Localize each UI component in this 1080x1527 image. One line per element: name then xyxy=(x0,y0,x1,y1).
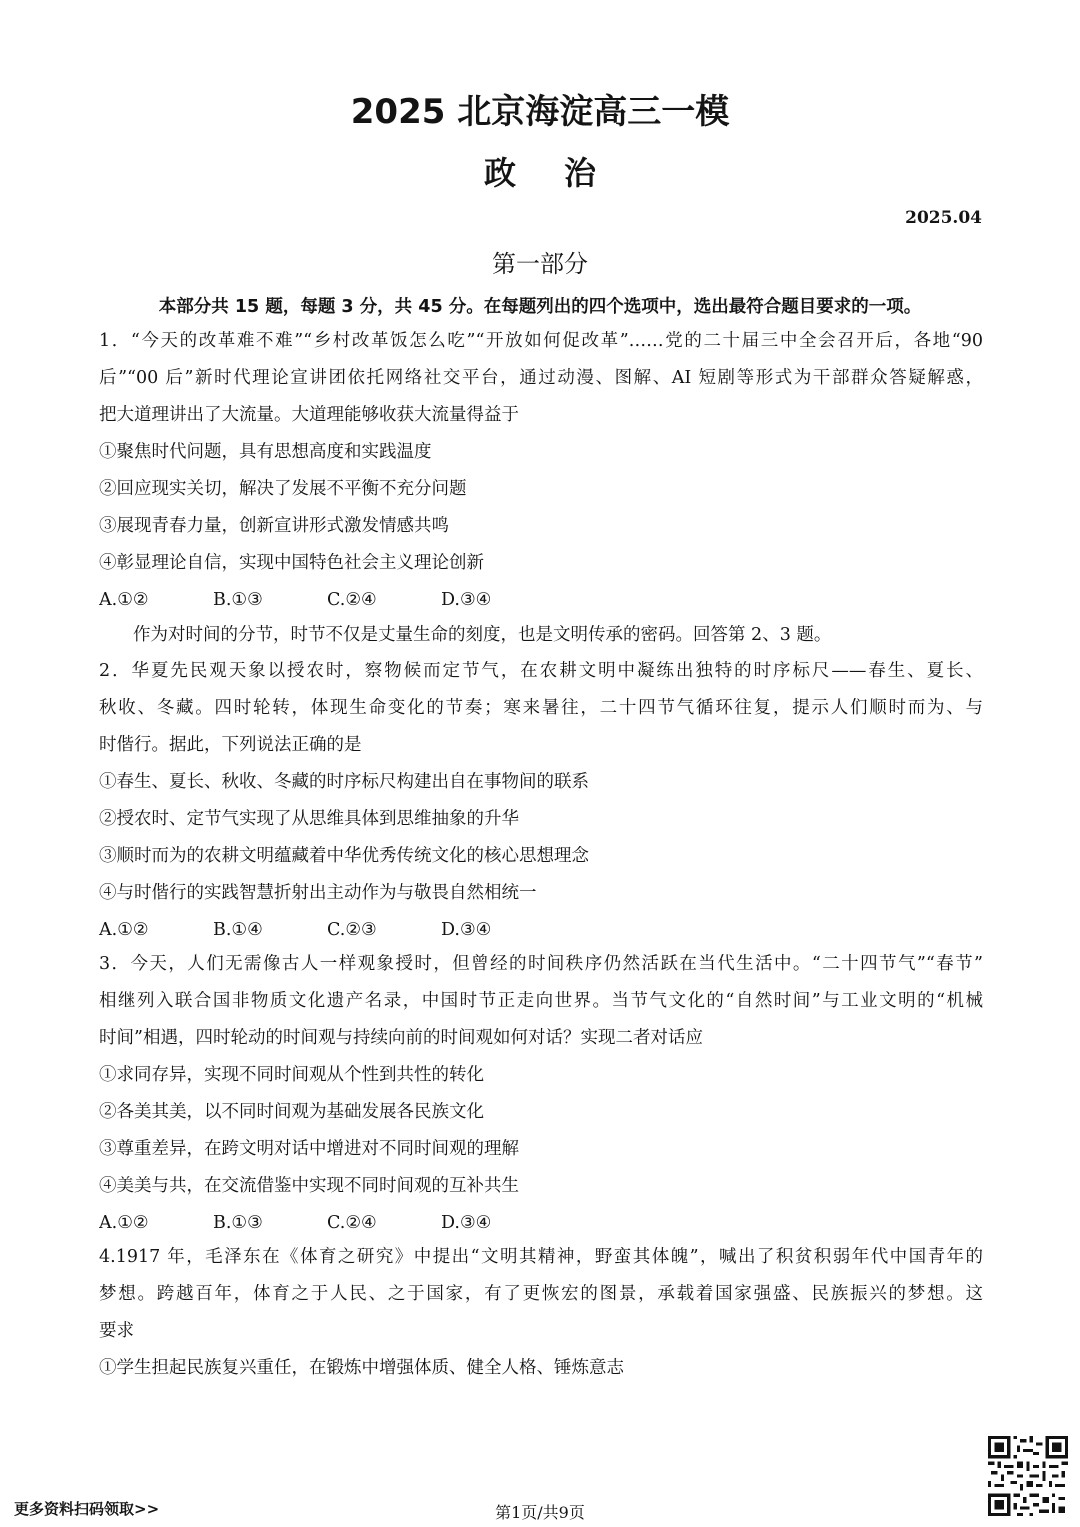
q3-options xyxy=(99,1208,983,1238)
q1-item: ④彰显理论自信，实现中国特色社会主义理论创新 xyxy=(99,553,484,573)
instructions: 本部分共 15 题，每题 3 分，共 45 分。在每题列出的四个选项中，选出最符合题目要求的一项。 xyxy=(158,297,922,317)
q1-item: ③展现青春力量，创新宣讲形式激发情感共鸣 xyxy=(99,516,449,536)
q4-stem-line: 4.1917 年，毛泽东在《体育之研究》中提出“文明其精神，野蛮其体魄”，喊出了积贫积弱年代中国青年的 xyxy=(99,1247,983,1267)
q3-item: ①求同存异，实现不同时间观从个性到共性的转化 xyxy=(99,1065,484,1085)
q2-q3-intro: 作为对时间的分节，时节不仅是丈量生命的刻度，也是文明传承的密码。回答第 2、3 题。 xyxy=(133,625,832,645)
more-resources-link[interactable]: 更多资料扫码领取>> xyxy=(14,1500,160,1518)
q1-option-c: C.②④ xyxy=(327,590,377,610)
q2-stem-line: 时偕行。据此，下列说法正确的是 xyxy=(99,735,362,755)
q4-stem-line: 要求 xyxy=(99,1321,134,1341)
page-number: 第1页/共9页 xyxy=(495,1503,585,1522)
q1-item: ②回应现实关切，解决了发展不平衡不充分问题 xyxy=(99,479,467,499)
q2-stem-line: 2．华夏先民观天象以授农时，察物候而定节气，在农耕文明中凝练出独特的时序标尺——春生、夏长、 xyxy=(99,661,983,681)
q1-option-d: D.③④ xyxy=(441,590,492,610)
q4-stem-line: 梦想。跨越百年，体育之于人民、之于国家，有了更恢宏的图景，承载着国家强盛、民族振兴的梦想。这 xyxy=(99,1284,983,1304)
q1-item: ①聚焦时代问题，具有思想高度和实践温度 xyxy=(99,442,432,462)
subject-title: 政治 xyxy=(483,154,644,192)
q3-option-b: B.①③ xyxy=(213,1213,263,1233)
q3-item: ②各美其美，以不同时间观为基础发展各民族文化 xyxy=(99,1102,484,1122)
q4-item: ①学生担起民族复兴重任，在锻炼中增强体质、健全人格、锤炼意志 xyxy=(99,1358,624,1378)
q3-item: ③尊重差异，在跨文明对话中增进对不同时间观的理解 xyxy=(99,1139,519,1159)
q1-option-b: B.①③ xyxy=(213,590,263,610)
q1-stem-line: 1．“今天的改革难不难”“乡村改革饭怎么吃”“开放如何促改革”……党的二十届三中全会召开后，各地“90 xyxy=(99,331,983,351)
q2-option-a: A.①② xyxy=(99,920,149,940)
q2-option-b: B.①④ xyxy=(213,920,263,940)
q3-stem-line: 3．今天，人们无需像古人一样观象授时，但曾经的时间秩序仍然活跃在当代生活中。“二十四节气”“春节” xyxy=(99,954,983,974)
q1-option-a: A.①② xyxy=(99,590,149,610)
q3-stem-line: 相继列入联合国非物质文化遗产名录，中国时节正走向世界。当节气文化的“自然时间”与工业文明的“机械 xyxy=(99,991,983,1011)
q2-option-c: C.②③ xyxy=(327,920,377,940)
part-heading: 第一部分 xyxy=(492,250,588,278)
q2-item: ④与时偕行的实践智慧折射出主动作为与敬畏自然相统一 xyxy=(99,883,537,903)
q2-item: ②授农时、定节气实现了从思维具体到思维抽象的升华 xyxy=(99,809,519,829)
q2-stem-line: 秋收、冬藏。四时轮转，体现生命变化的节奏；寒来暑往，二十四节气循环往复，提示人们顺时而为、与 xyxy=(99,698,983,718)
q3-item: ④美美与共，在交流借鉴中实现不同时间观的互补共生 xyxy=(99,1176,519,1196)
q3-option-d: D.③④ xyxy=(441,1213,492,1233)
q1-options xyxy=(99,585,983,615)
q1-stem-line: 把大道理讲出了大流量。大道理能够收获大流量得益于 xyxy=(99,405,519,425)
q3-option-a: A.①② xyxy=(99,1213,149,1233)
q2-item: ③顺时而为的农耕文明蕴藏着中华优秀传统文化的核心思想理念 xyxy=(99,846,589,866)
page-title: 2025 北京海淀高三一模 xyxy=(350,92,730,132)
q2-option-d: D.③④ xyxy=(441,920,492,940)
q2-item: ①春生、夏长、秋收、冬藏的时序标尺构建出自在事物间的联系 xyxy=(99,772,589,792)
q3-option-c: C.②④ xyxy=(327,1213,377,1233)
exam-date: 2025.04 xyxy=(905,208,982,228)
q2-options xyxy=(99,915,983,945)
q3-stem-line: 时间”相遇，四时轮动的时间观与持续向前的时间观如何对话？实现二者对话应 xyxy=(99,1028,703,1048)
q1-stem-line: 后”“00 后”新时代理论宣讲团依托网络社交平台，通过动漫、图解、AI 短剧等形式为干部群众答疑解惑， xyxy=(99,368,983,388)
